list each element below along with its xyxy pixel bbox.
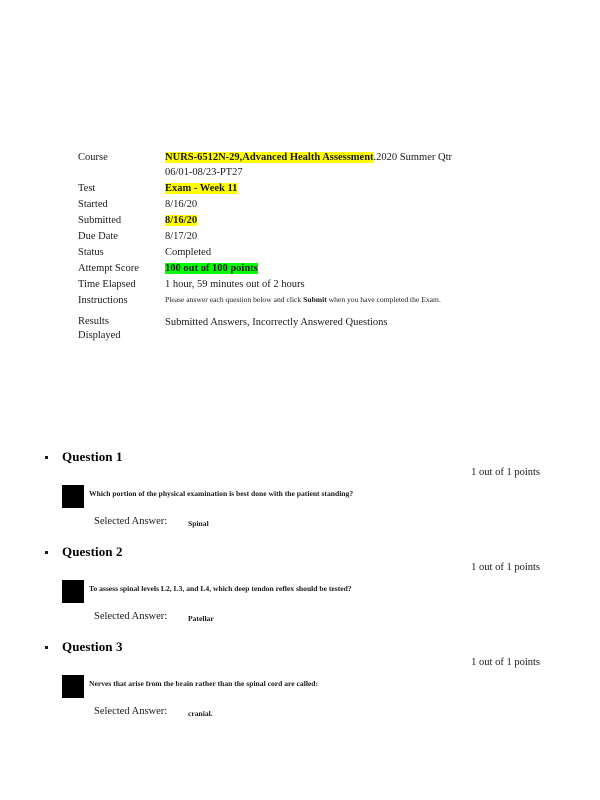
- question-body: [0, 675, 600, 701]
- summary-row-test: [78, 181, 540, 196]
- summary-label-test: Test: [78, 183, 96, 194]
- summary-label-started: Started: [78, 199, 108, 210]
- question-answer-row: [0, 516, 600, 532]
- attempt-score-highlight: 100 out of 100 points: [165, 263, 258, 274]
- summary-label-time-elapsed: Time Elapsed: [78, 279, 136, 290]
- results-label-line2: Displayed: [78, 330, 121, 341]
- results-label-line1: Results: [78, 316, 109, 327]
- instructions-submit-emphasis: Submit: [303, 295, 327, 304]
- question-body: [0, 580, 600, 606]
- summary-value-status: Completed: [165, 247, 212, 258]
- test-name-highlight: Exam - Week 11: [165, 183, 238, 194]
- summary-label-results-displayed: [78, 315, 165, 343]
- question-text: Nerves that arise from the brain rather than the spinal cord are called:: [89, 679, 319, 688]
- instructions-text-after: when you have completed the Exam.: [326, 295, 441, 304]
- summary-value-submitted: [165, 213, 540, 228]
- summary-value-attempt-score: [165, 261, 540, 276]
- summary-value-results-displayed: Submitted Answers, Incorrectly Answered Questions: [165, 317, 388, 328]
- bullet-icon: [45, 551, 48, 554]
- summary-value-started: 8/16/20: [165, 199, 198, 210]
- question-header: [0, 639, 600, 668]
- summary-row-attempt-score: [78, 261, 540, 276]
- selected-answer-label: Selected Answer:: [94, 706, 168, 717]
- question-points: 1 out of 1 points: [471, 657, 540, 668]
- question-block: [0, 544, 600, 627]
- question-text: Which portion of the physical examination is best done with the patient standing?: [89, 489, 354, 498]
- question-block: [0, 639, 600, 722]
- questions-list: [0, 449, 600, 734]
- summary-value-course: [165, 150, 540, 180]
- summary-label-course: Course: [78, 152, 108, 163]
- course-name-highlight: NURS-6512N-29,Advanced Health Assessment: [165, 152, 374, 163]
- question-points: 1 out of 1 points: [471, 467, 540, 478]
- exam-summary-table: [78, 150, 540, 344]
- summary-row-submitted: [78, 213, 540, 228]
- redacted-block-icon: [62, 485, 84, 508]
- selected-answer-label: Selected Answer:: [94, 516, 168, 527]
- question-title: Question 2: [62, 544, 123, 559]
- summary-row-status: [78, 245, 540, 260]
- question-body: [0, 485, 600, 511]
- summary-label-submitted: Submitted: [78, 215, 122, 226]
- course-dates: 06/01-08/23-PT27: [165, 167, 243, 178]
- summary-row-instructions: [78, 293, 540, 308]
- question-text: To assess spinal levels L2, L3, and L4, which deep tendon reflex should be tested?: [89, 584, 352, 593]
- course-term: .2020 Summer Qtr: [373, 152, 452, 163]
- question-header: [0, 544, 600, 573]
- summary-value-test: [165, 181, 540, 196]
- selected-answer-value: Patellar: [188, 614, 214, 623]
- instructions-text-before: Please answer each question below and click: [165, 295, 304, 304]
- summary-label-instructions: Instructions: [78, 295, 128, 306]
- question-answer-row: [0, 706, 600, 722]
- bullet-icon: [45, 456, 48, 459]
- summary-value-instructions: [165, 293, 540, 306]
- redacted-block-icon: [62, 580, 84, 603]
- question-points: 1 out of 1 points: [471, 562, 540, 573]
- question-block: [0, 449, 600, 532]
- question-answer-row: [0, 611, 600, 627]
- summary-label-attempt-score: Attempt Score: [78, 263, 139, 274]
- question-title: Question 1: [62, 449, 123, 464]
- summary-label-status: Status: [78, 247, 104, 258]
- summary-row-course: [78, 150, 540, 180]
- summary-value-due-date: 8/17/20: [165, 231, 198, 242]
- summary-row-time-elapsed: [78, 277, 540, 292]
- selected-answer-label: Selected Answer:: [94, 611, 168, 622]
- summary-value-time-elapsed: 1 hour, 59 minutes out of 2 hours: [165, 279, 305, 290]
- summary-row-results-displayed: [78, 315, 540, 343]
- submitted-date-highlight: 8/16/20: [165, 215, 198, 226]
- selected-answer-value: cranial.: [188, 709, 213, 718]
- summary-label-due-date: Due Date: [78, 231, 118, 242]
- bullet-icon: [45, 646, 48, 649]
- question-header: [0, 449, 600, 478]
- question-title: Question 3: [62, 639, 123, 654]
- summary-row-started: [78, 197, 540, 212]
- redacted-block-icon: [62, 675, 84, 698]
- selected-answer-value: Spinal: [188, 519, 209, 528]
- summary-row-due-date: [78, 229, 540, 244]
